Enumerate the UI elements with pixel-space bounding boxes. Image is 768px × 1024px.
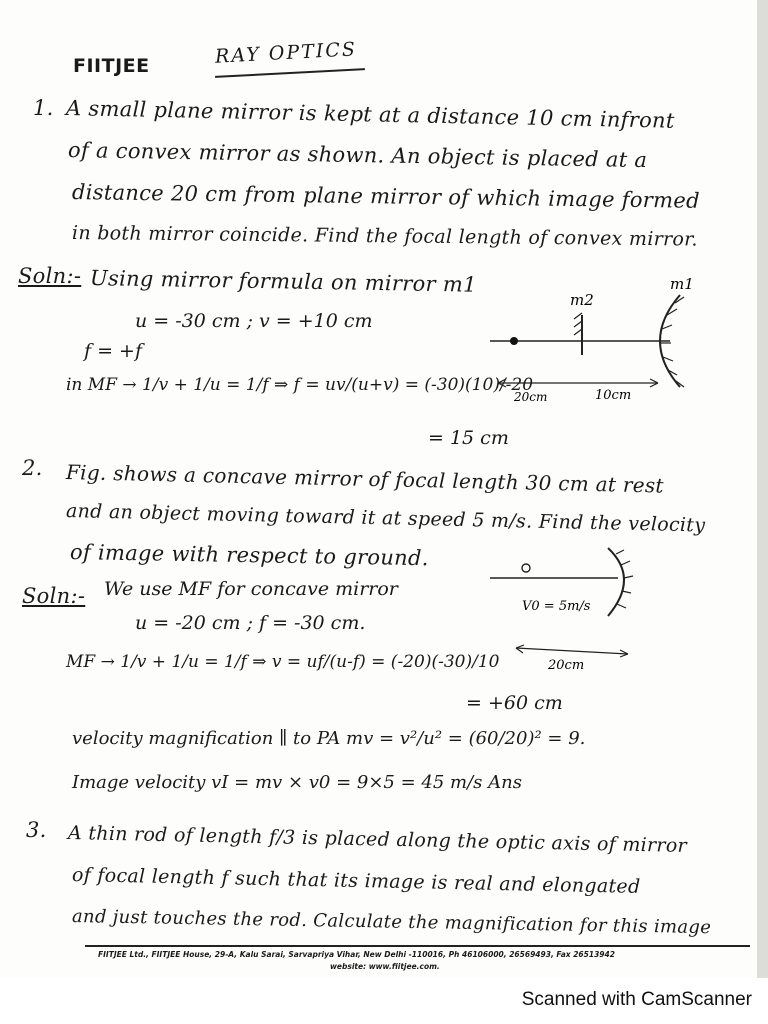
page-title: RAY OPTICS xyxy=(214,38,358,68)
q1-line-4: in both mirror coincide. Find the focal length of convex mirror. xyxy=(71,222,698,251)
dist-20cm: 20cm xyxy=(514,390,548,404)
convex-mirror-hatching xyxy=(661,297,684,387)
q2-sol-line-2: u = -20 cm ; f = -30 cm. xyxy=(135,612,366,634)
q2-line-2: and an object moving toward it at speed 5 m/s. Find the velocity xyxy=(65,500,706,537)
q2-sol-line-3: MF → 1/v + 1/u = 1/f ⇒ v = uf/(u-f) = (-20)(-30)/10 xyxy=(66,652,500,672)
q1-sol-line-2: u = -30 cm ; v = +10 cm xyxy=(135,310,373,332)
label-m2: m2 xyxy=(570,291,594,309)
q1-sol-line-4: in MF → 1/v + 1/u = 1/f ⇒ f = uv/(u+v) = (-30)(10)/-20 xyxy=(66,375,534,395)
q2-sol-line-4: = +60 cm xyxy=(466,692,563,714)
q2-sol-line-5: velocity magnification ∥ to PA mv = v²/u² = (60/20)² = 9. xyxy=(72,728,586,749)
camscanner-watermark: Scanned with CamScanner xyxy=(521,989,752,1010)
q3-number: 3. xyxy=(26,818,47,842)
distance-line xyxy=(516,648,628,654)
q2-number: 2. xyxy=(22,456,43,480)
page-edge xyxy=(757,0,768,978)
q1-line-3: distance 20 cm from plane mirror of which image formed xyxy=(71,180,700,213)
footer-address: FIITJEE Ltd., FIITJEE House, 29-A, Kalu Sarai, Sarvapriya Vihar, New Delhi -110016, Ph 46106000, 26569493, Fax 26513942 xyxy=(98,950,615,959)
q2-sol-line-6: Image velocity vI = mv × v0 = 9×5 = 45 m/s Ans xyxy=(72,772,522,793)
q1-sol-line-3: f = +f xyxy=(84,340,142,362)
q3-line-2: of focal length f such that its image is real and elongated xyxy=(71,864,641,898)
q2-distance-arrow xyxy=(512,642,632,672)
q2-line-3: of image with respect to ground. xyxy=(69,540,429,571)
q3-line-1: A thin rod of length f/3 is placed along the optic axis of mirror xyxy=(67,822,688,857)
object-point xyxy=(522,564,530,572)
label-m1: m1 xyxy=(670,275,694,293)
footer-rule xyxy=(85,945,750,947)
speed-label: V0 = 5m/s xyxy=(522,599,591,614)
q2-mirror-diagram xyxy=(490,548,640,628)
q2-solution-label: Soln:- xyxy=(22,584,86,608)
q2-line-1: Fig. shows a concave mirror of focal length 30 cm at rest xyxy=(65,460,665,498)
q1-sol-line-5: = 15 cm xyxy=(428,427,509,449)
brand-logo: FIITJEE xyxy=(73,55,150,77)
q1-line-2: of a convex mirror as shown. An object is placed at a xyxy=(67,138,648,173)
q2-sol-line-1: We use MF for concave mirror xyxy=(104,578,398,600)
q1-sol-line-1: Using mirror formula on mirror m1 xyxy=(89,266,477,297)
plane-mirror-hatching xyxy=(574,313,582,335)
footer-website: website: www.fiitjee.com. xyxy=(330,962,440,971)
q1-line-1: A small plane mirror is kept at a distance 10 cm infront xyxy=(65,96,675,133)
dist-10cm: 10cm xyxy=(595,388,632,403)
q1-solution-label: Soln:- xyxy=(18,264,82,288)
dist-20cm: 20cm xyxy=(548,658,585,673)
object-point xyxy=(510,337,518,345)
q1-number: 1. xyxy=(33,96,54,120)
q1-mirror-diagram xyxy=(470,275,710,405)
q3-line-3: and just touches the rod. Calculate the magnification for this image xyxy=(71,906,712,939)
